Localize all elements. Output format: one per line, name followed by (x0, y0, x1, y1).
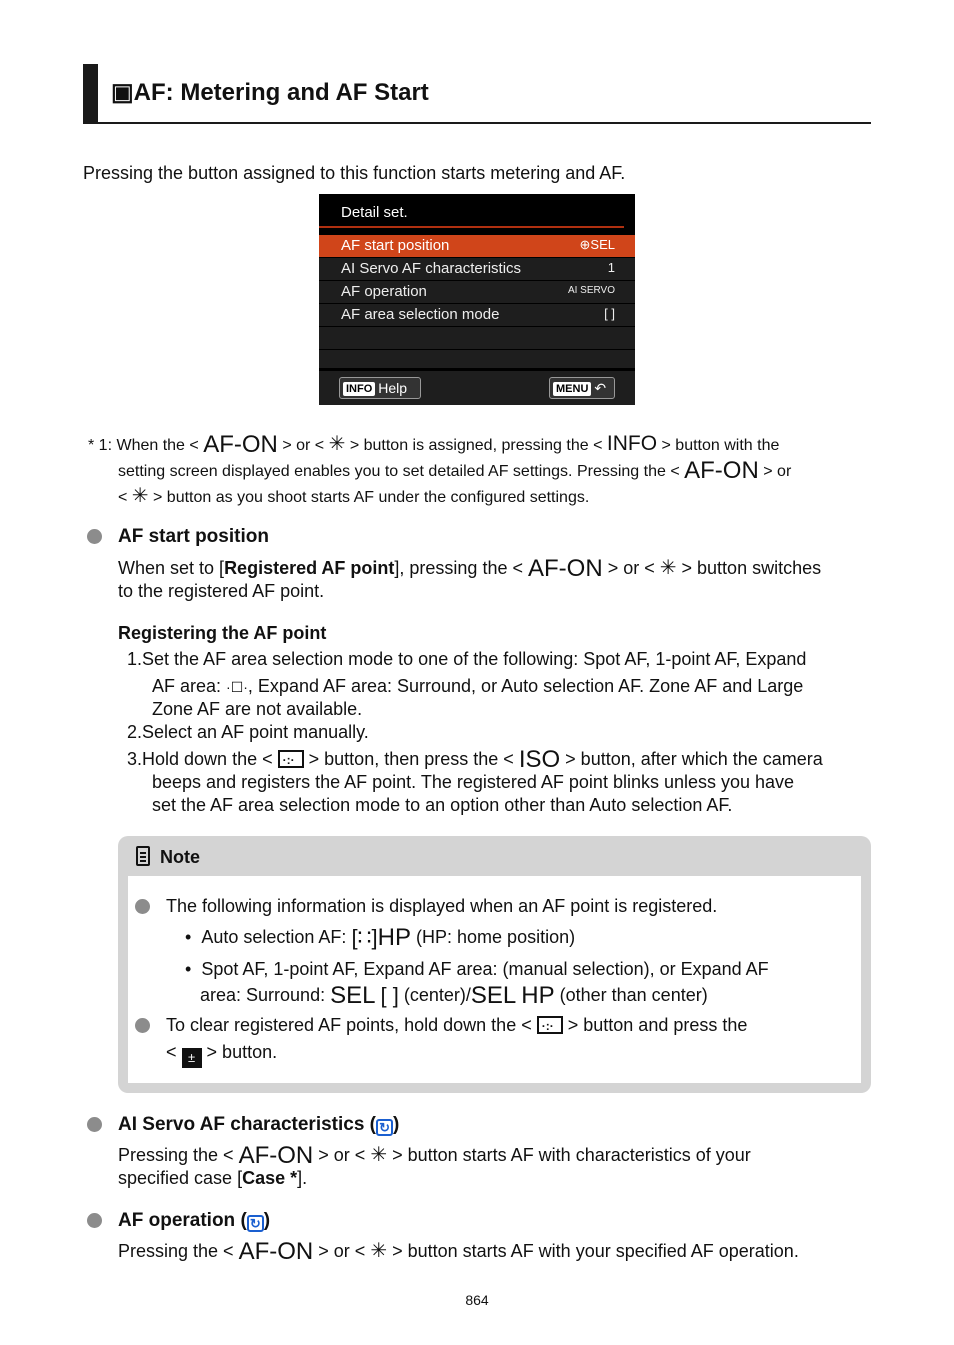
step-3-line-3: set the AF area selection mode to an option other than Auto selection AF. (152, 795, 733, 815)
bullet (135, 1018, 150, 1033)
cross-reference-link-icon[interactable]: ↻ (247, 1215, 264, 1232)
star-icon: ✳ (131, 485, 149, 507)
metering-af-icon: ▣AF (111, 79, 166, 106)
ai-servo-text-1: Pressing the < AF-ON > or < ✳ > button starts AF with characteristics of your (118, 1142, 751, 1169)
section-title-af-start: AF start position (118, 526, 269, 547)
hp-icon: HP (521, 982, 555, 1009)
af-on-icon: AF-ON (528, 555, 603, 582)
iso-icon: ISO (518, 746, 561, 773)
header-accent-bar (83, 64, 98, 123)
step-1-line-1: 1.Set the AF area selection mode to one of the following: Spot AF, 1-point AF, Expand (127, 649, 807, 669)
af-on-icon: AF-ON (238, 1142, 314, 1169)
star-icon: ✳ (370, 1144, 388, 1166)
back-icon: ↶ (594, 380, 607, 396)
step-1-line-3: Zone AF are not available. (152, 699, 363, 719)
note-subitem-1: • Auto selection AF: [∷]HP (HP: home position) (185, 924, 576, 951)
step-1-line-2: AF area: ·☐·, Expand AF area: Surround, or Auto selection AF. Zone AF and Large (152, 676, 804, 696)
screen-row-empty (319, 350, 635, 368)
af-start-text-2: to the registered AF point. (118, 581, 325, 601)
step-3-line-1: 3.Hold down the < ·:· > button, then press the < ISO > button, after which the camera (127, 748, 823, 771)
footnote-line-1: * 1: When the < AF-ON > or < ✳ > button is assigned, pressing the < INFO > button with the (88, 431, 780, 458)
section-title-af-operation: AF operation ( ↻ ) (118, 1210, 271, 1231)
star-icon: ✳ (328, 433, 346, 455)
help-button[interactable]: INFO Help (339, 377, 421, 399)
menu-back-button[interactable]: MENU ↶ (549, 377, 615, 399)
note-item-2-line-2: < ± > button. (166, 1041, 277, 1068)
ai-servo-text-2: specified case [Case *]. (118, 1168, 308, 1188)
af-on-icon: AF-ON (238, 1238, 314, 1265)
expand-af-area-icon: ·☐· (226, 679, 248, 695)
screen-title: Detail set. (341, 204, 408, 221)
intro-text: Pressing the button assigned to this function starts metering and AF. (83, 163, 626, 183)
af-point-select-button-icon (278, 750, 304, 768)
af-on-icon: AF-ON (203, 431, 278, 458)
header-rule (83, 122, 871, 124)
screen-row-empty (319, 327, 635, 349)
af-operation-text: Pressing the < AF-ON > or < ✳ > button starts AF with your specified AF operation. (118, 1238, 799, 1265)
note-item-1: The following information is displayed when an AF point is registered. (166, 896, 718, 916)
screen-row-af-area-mode[interactable]: AF area selection mode [ ] (319, 304, 635, 326)
hp-icon: HP (377, 924, 412, 951)
exposure-compensation-icon: ± (182, 1048, 202, 1068)
sel-icon: SEL (330, 982, 376, 1009)
note-icon (136, 846, 150, 866)
sel-icon: SEL (470, 982, 517, 1009)
af-point-brackets-icon: [ ] (380, 983, 399, 1008)
bullet (87, 1117, 102, 1132)
note-header: Note (136, 846, 200, 869)
bullet (135, 899, 150, 914)
screen-row-af-operation[interactable]: AF operation AI SERVO (319, 281, 635, 303)
auto-selection-frame-icon: [∷] (351, 925, 378, 950)
screen-row-af-start-position[interactable]: AF start position ⊕SEL (319, 235, 635, 257)
section-title-ai-servo: AI Servo AF characteristics ( ↻ ) (118, 1114, 400, 1135)
footnote-line-3: < ✳ > button as you shoot starts AF under the configured settings. (118, 485, 590, 507)
af-point-select-button-icon (537, 1016, 563, 1034)
screen-title-underline (319, 226, 624, 228)
page-title: ▣AF: Metering and AF Start (111, 79, 429, 106)
step-2: 2.Select an AF point manually. (127, 722, 369, 742)
footnote-line-2: setting screen displayed enables you to set detailed AF settings. Pressing the < AF-ON > or (118, 457, 792, 484)
note-subitem-2-line-1: • Spot AF, 1-point AF, Expand AF area: (manual selection), or Expand AF (185, 959, 769, 979)
screen-footer (319, 371, 635, 405)
note-subitem-2-line-2: area: Surround: SEL [ ] (center)/SEL HP (other than center) (200, 982, 708, 1009)
af-on-icon: AF-ON (684, 457, 759, 484)
screen-row-ai-servo[interactable]: AI Servo AF characteristics 1 (319, 258, 635, 280)
page-number: 864 (465, 1292, 489, 1308)
step-3-line-2: beeps and registers the AF point. The registered AF point blinks unless you have (152, 772, 795, 792)
star-icon: ✳ (659, 557, 677, 579)
subsection-title-registering: Registering the AF point (118, 623, 327, 643)
info-icon: INFO (606, 432, 658, 455)
bullet (87, 529, 102, 544)
bullet (87, 1213, 102, 1228)
note-item-2-line-1: To clear registered AF points, hold down the < ·:· > button and press the (166, 1014, 747, 1037)
af-start-text-1: When set to [Registered AF point], pressing the < AF-ON > or < ✳ > button switches (118, 555, 822, 582)
star-icon: ✳ (370, 1240, 388, 1262)
cross-reference-link-icon[interactable]: ↻ (376, 1119, 393, 1136)
camera-screen (319, 194, 635, 405)
